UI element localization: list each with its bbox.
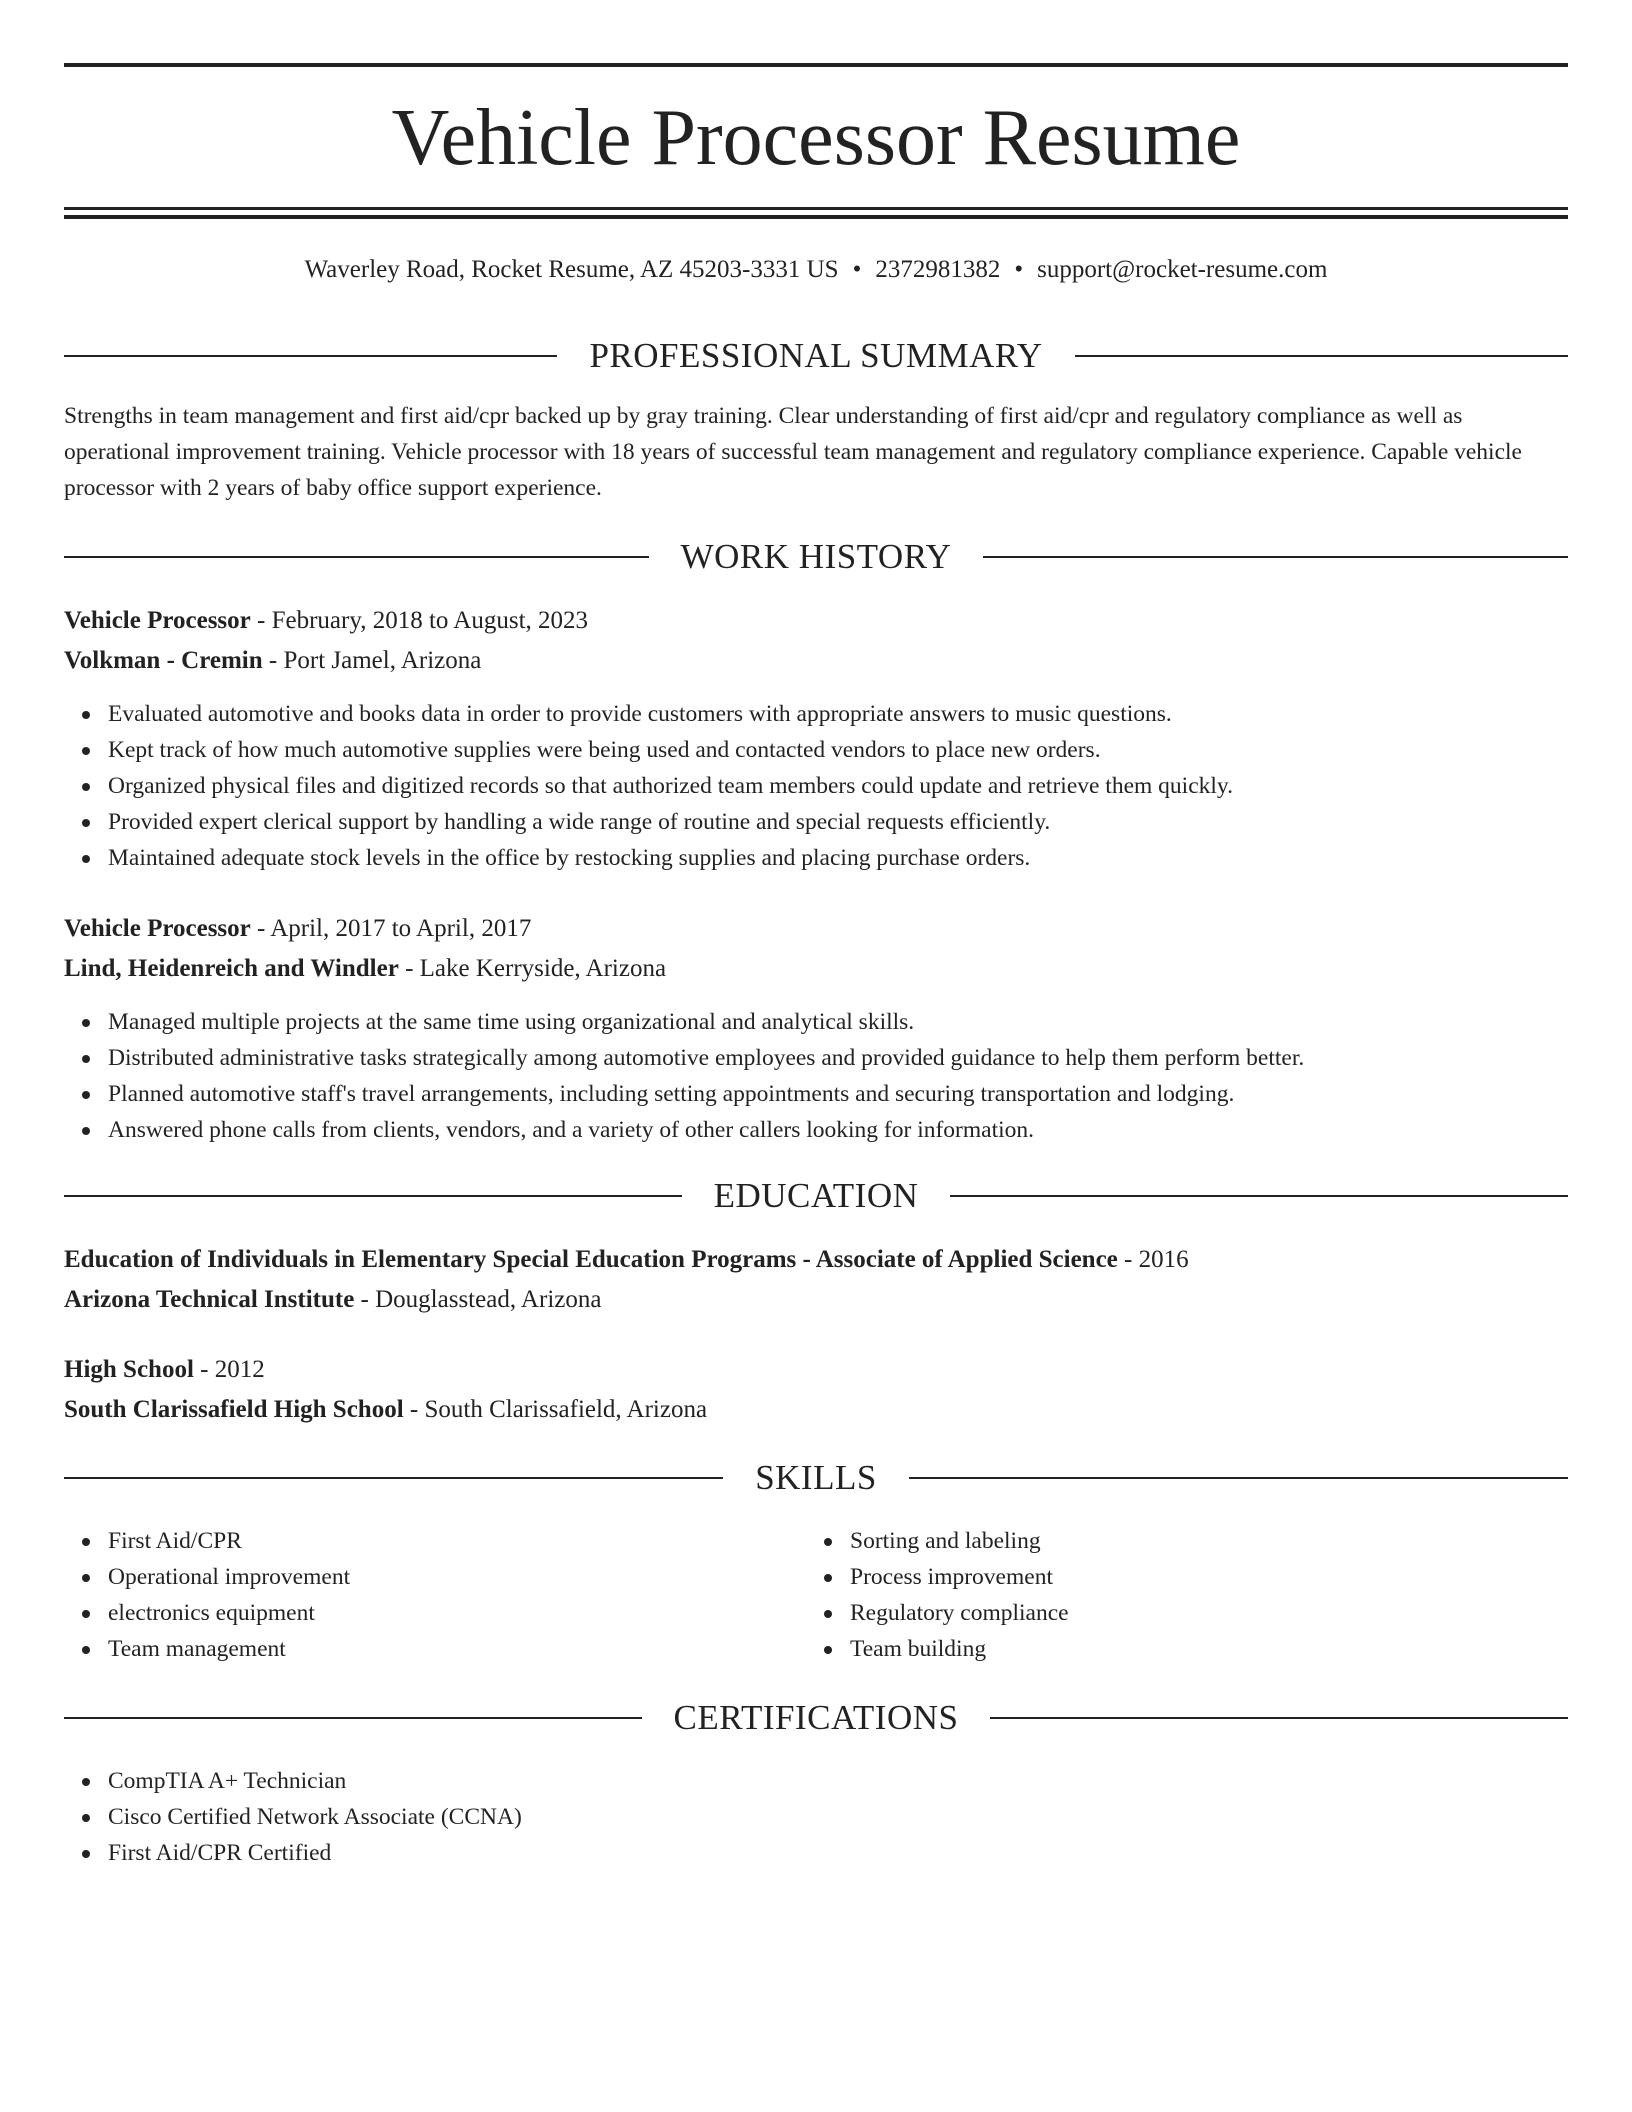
contact-separator: • <box>852 256 862 283</box>
job-location: - Lake Kerryside, Arizona <box>398 955 667 982</box>
list-item: Provided expert clerical support by handling a wide range of routine and special requests efficiently. <box>108 804 1568 840</box>
school-location: - South Clarissafield, Arizona <box>403 1396 708 1423</box>
section-title: WORK HISTORY <box>680 537 952 576</box>
list-item: Kept track of how much automotive supplies were being used and contacted vendors to place new orders. <box>108 732 1568 768</box>
job-2-bullets <box>64 1004 1568 1148</box>
heading-rule-right <box>990 1717 1568 1719</box>
degree: Education of Individuals in Elementary Special Education Programs - Associate of Applied Science <box>64 1246 1118 1273</box>
list-item: Managed multiple projects at the same time using organizational and analytical skills. <box>108 1004 1568 1040</box>
skill-item: First Aid/CPR <box>108 1523 808 1559</box>
heading-rule-right <box>950 1195 1568 1197</box>
list-item: Evaluated automotive and books data in order to provide customers with appropriate answers to music questions. <box>108 696 1568 732</box>
list-item: Distributed administrative tasks strategically among automotive employees and provided guidance to help them perform better. <box>108 1040 1568 1076</box>
skill-item: Process improvement <box>850 1559 1550 1595</box>
heading-rule-left <box>64 1195 682 1197</box>
section-title: PROFESSIONAL SUMMARY <box>589 336 1043 375</box>
section-heading-skills <box>64 1456 1568 1500</box>
education-entry-2 <box>64 1350 1568 1430</box>
school-line <box>64 1280 1568 1320</box>
section-heading-work <box>64 535 1568 579</box>
top-rule <box>64 63 1568 67</box>
job-title-line <box>64 909 1568 949</box>
job-entry-2 <box>64 909 1568 989</box>
job-entry-1 <box>64 601 1568 681</box>
degree: High School <box>64 1356 194 1383</box>
certifications-list <box>64 1763 1568 1871</box>
degree-year: - 2012 <box>193 1356 265 1383</box>
school: South Clarissafield High School <box>64 1396 404 1423</box>
degree-line <box>64 1350 1568 1390</box>
job-company: Volkman - Cremin <box>64 647 263 674</box>
contact-email: support@rocket-resume.com <box>1037 256 1328 283</box>
skill-item: Sorting and labeling <box>850 1523 1550 1559</box>
section-title: EDUCATION <box>713 1176 919 1215</box>
skill-item: electronics equipment <box>108 1595 808 1631</box>
title-rule-upper <box>64 207 1568 210</box>
school: Arizona Technical Institute <box>64 1286 355 1313</box>
job-dates: - April, 2017 to April, 2017 <box>250 915 532 942</box>
skill-item: Team management <box>108 1631 808 1667</box>
job-1-bullets <box>64 696 1568 876</box>
heading-rule-right <box>909 1477 1568 1479</box>
heading-rule-right <box>1075 355 1568 357</box>
list-item: Planned automotive staff's travel arrangements, including setting appointments and securing transportation and lodging. <box>108 1076 1568 1112</box>
section-heading-summary <box>64 334 1568 378</box>
skill-item: Regulatory compliance <box>850 1595 1550 1631</box>
page-title: Vehicle Processor Resume <box>391 94 1241 182</box>
skills-list-left <box>64 1523 808 1667</box>
skill-item: Team building <box>850 1631 1550 1667</box>
contact-separator: • <box>1014 256 1024 283</box>
section-heading-certifications <box>64 1696 1568 1740</box>
job-company-line <box>64 641 1568 681</box>
heading-rule-right <box>983 556 1568 558</box>
job-title: Vehicle Processor <box>64 607 251 634</box>
heading-rule-left <box>64 1477 723 1479</box>
skills-list-right <box>806 1523 1550 1667</box>
skill-item: Operational improvement <box>108 1559 808 1595</box>
contact-line <box>64 252 1568 288</box>
job-company: Lind, Heidenreich and Windler <box>64 955 399 982</box>
degree-year: - 2016 <box>1117 1246 1189 1273</box>
education-entry-1 <box>64 1240 1568 1320</box>
list-item: Maintained adequate stock levels in the office by restocking supplies and placing purchase orders. <box>108 840 1568 876</box>
section-heading-education <box>64 1174 1568 1218</box>
school-line <box>64 1390 1568 1430</box>
job-company-line <box>64 949 1568 989</box>
school-location: - Douglasstead, Arizona <box>354 1286 602 1313</box>
job-title: Vehicle Processor <box>64 915 251 942</box>
heading-rule-left <box>64 556 649 558</box>
heading-rule-left <box>64 1717 642 1719</box>
certification-item: CompTIA A+ Technician <box>108 1763 1568 1799</box>
section-title: CERTIFICATIONS <box>673 1698 959 1737</box>
list-item: Answered phone calls from clients, vendors, and a variety of other callers looking for information. <box>108 1112 1568 1148</box>
summary-text: Strengths in team management and first aid/cpr backed up by gray training. Clear understanding of first aid/cpr and regulatory compliance as well as operational improvement training. Vehicle processor with 18 years of successful team management and regulatory compliance experience. Capable vehicle processor with 2 years of baby office support experience. <box>64 403 1522 501</box>
contact-phone: 2372981382 <box>875 256 1001 283</box>
job-title-line <box>64 601 1568 641</box>
contact-address: Waverley Road, Rocket Resume, AZ 45203-3331 US <box>304 256 839 283</box>
certification-item: Cisco Certified Network Associate (CCNA) <box>108 1799 1568 1835</box>
job-location: - Port Jamel, Arizona <box>262 647 482 674</box>
section-title: SKILLS <box>755 1458 877 1497</box>
certification-item: First Aid/CPR Certified <box>108 1835 1568 1871</box>
title-rule-lower <box>64 215 1568 219</box>
degree-line <box>64 1240 1568 1280</box>
list-item: Organized physical files and digitized records so that authorized team members could update and retrieve them quickly. <box>108 768 1568 804</box>
heading-rule-left <box>64 355 557 357</box>
job-dates: - February, 2018 to August, 2023 <box>250 607 589 634</box>
